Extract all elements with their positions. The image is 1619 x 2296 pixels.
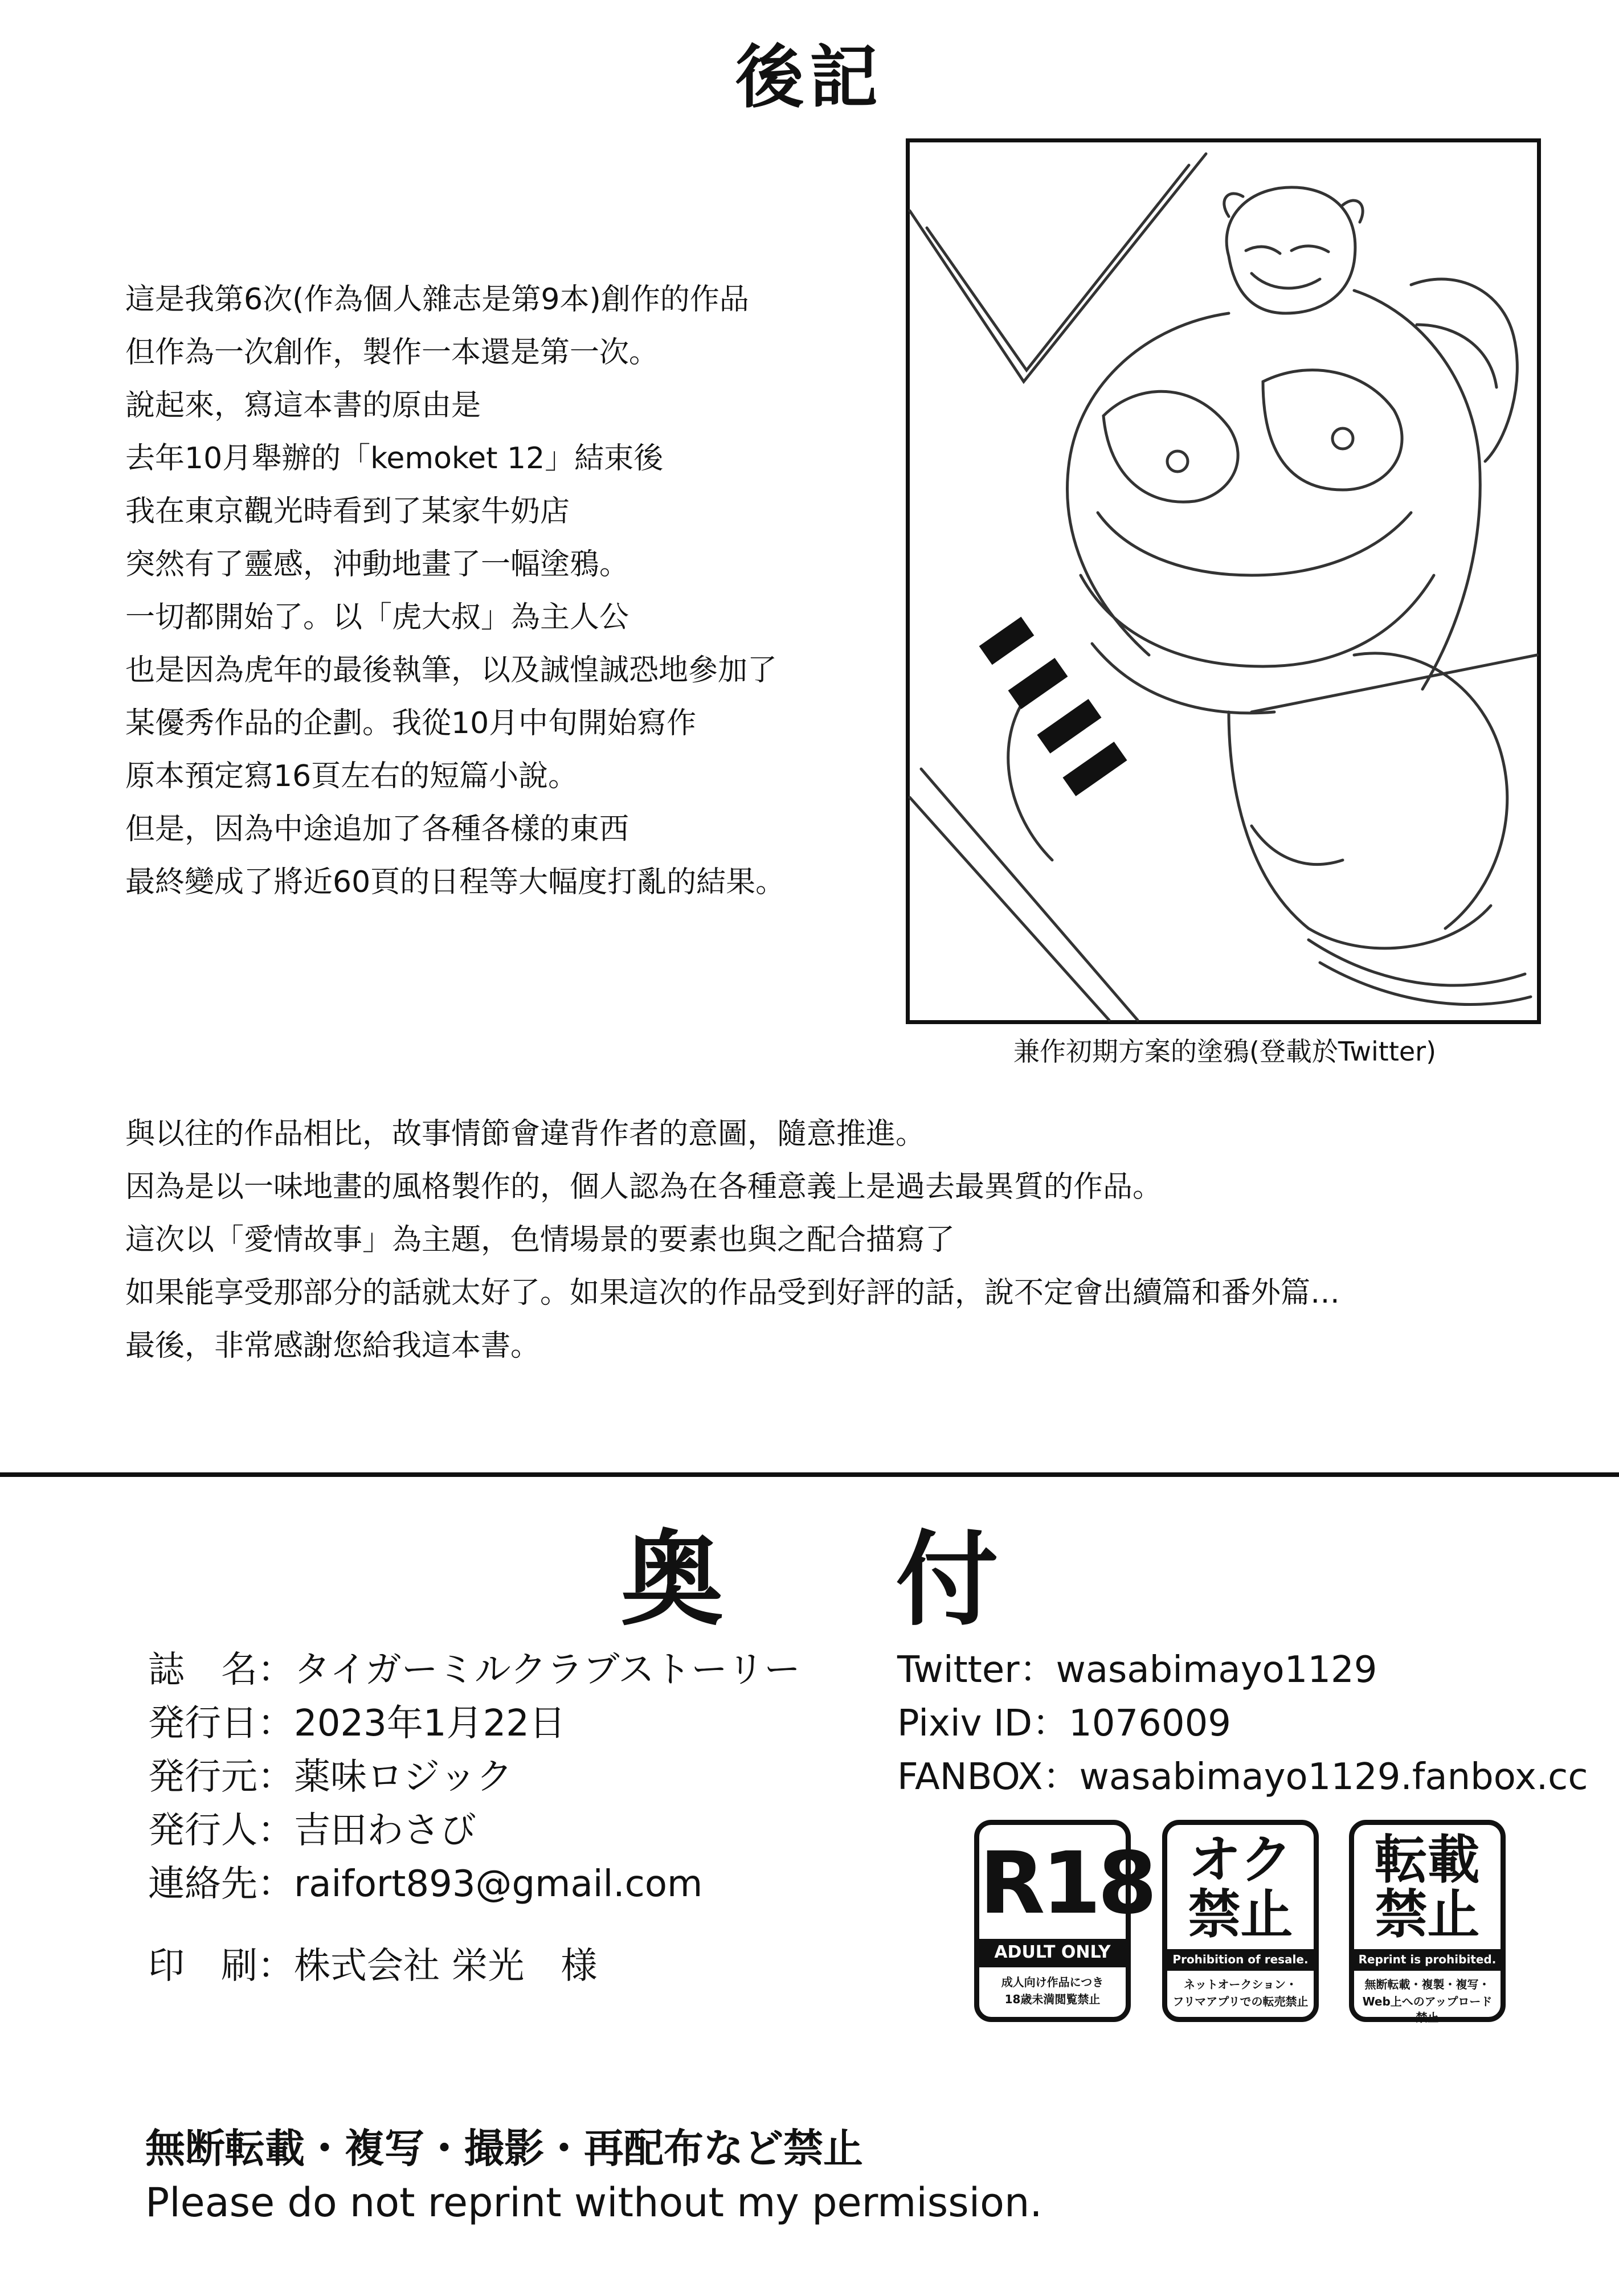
afterword-paragraph-1 — [125, 273, 923, 909]
colophon-printer-row: 印 刷：株式会社 栄光 様 — [148, 1945, 598, 1987]
text-line: 某優秀作品的企劃。我從10月中旬開始寫作 — [125, 706, 697, 740]
resale-note-2: フリマアプリでの転売禁止 — [1172, 1995, 1309, 2008]
no-resale-badge — [1162, 1820, 1319, 2022]
text-line: 與以往的作品相比，故事情節會違背作者的意圖，隨意推進。 — [125, 1117, 926, 1151]
notice-en: Please do not reprint without my permission. — [145, 2179, 1042, 2226]
reprint-note-1: 無断転載・複製・複写・ — [1364, 1978, 1490, 1991]
auction-label: オク — [1188, 1830, 1293, 1890]
text-line: 去年10月舉辦的「kemoket 12」結束後 — [125, 441, 664, 476]
text-line: 也是因為虎年的最後執筆，以及誠惶誠恐地參加了 — [125, 653, 778, 687]
resale-note-1: ネットオークション・ — [1184, 1978, 1297, 1991]
r18-badge — [974, 1820, 1154, 2022]
text-line: 最終變成了將近60頁的日程等大幅度打亂的結果。 — [125, 865, 786, 899]
text-line: 但是，因為中途追加了各種各樣的東西 — [125, 812, 629, 846]
text-line: 因為是以一味地畫的風格製作的，個人認為在各種意義上是過去最異質的作品。 — [125, 1170, 1163, 1204]
r18-note-2: 18歳未満閲覧禁止 — [1004, 1992, 1101, 2006]
colophon-title: 奥 付 — [620, 1521, 1067, 1640]
pixiv-row: Pixiv ID：1076009 — [897, 1702, 1232, 1745]
reprint-label: 転載 — [1375, 1830, 1480, 1890]
sketch-caption: 兼作初期方案的塗鴉(登載於Twitter) — [1013, 1036, 1437, 1067]
colophon-contact-row: 連絡先：raifort893@gmail.com — [148, 1863, 703, 1905]
no-reprint-badge — [1349, 1820, 1506, 2022]
text-line: 如果能享受那部分的話就太好了。如果這次的作品受到好評的話，說不定會出續篇和番外篇… — [125, 1276, 1340, 1310]
r18-note-1: 成人向け作品につき — [1001, 1975, 1104, 1989]
text-line: 這是我第6次(作為個人雜志是第9本)創作的作品 — [125, 283, 749, 317]
text-line: 一切都開始了。以「虎大叔」為主人公 — [125, 600, 629, 635]
text-line: 我在東京觀光時看到了某家牛奶店 — [125, 494, 570, 529]
prohibited-label: 禁止 — [1375, 1884, 1480, 1945]
tiger-sketch-illustration — [910, 142, 1537, 1020]
social-links — [897, 1643, 1588, 1804]
reprint-en-label: Reprint is prohibited. — [1358, 1953, 1497, 1966]
prohibited-label: 禁止 — [1188, 1884, 1293, 1945]
resale-en-label: Prohibition of resale. — [1172, 1953, 1309, 1966]
fanbox-row: FANBOX：wasabimayo1129.fanbox.cc — [897, 1756, 1588, 1798]
text-line: 最後，非常感謝您給我這本書。 — [125, 1329, 541, 1363]
colophon-author-row: 発行人：吉田わさび — [148, 1810, 476, 1852]
colophon-details — [148, 1643, 800, 1993]
afterword-paragraph-2 — [125, 1108, 1550, 1373]
colophon-date-row: 発行日：2023年1月22日 — [148, 1702, 566, 1745]
text-line: 說起來，寫這本書的原由是 — [125, 388, 481, 423]
sketch-illustration-frame — [906, 138, 1541, 1024]
colophon-publisher-row: 発行元：薬味ロジック — [148, 1756, 513, 1798]
copyright-notice — [145, 2122, 1042, 2230]
notice-jp: 無断転載・複写・撮影・再配布など禁止 — [145, 2125, 863, 2172]
reprint-note-2: Web上へのアップロード禁止 — [1362, 1995, 1493, 2024]
afterword-title: 後記 — [735, 38, 884, 117]
text-line: 原本預定寫16頁左右的短篇小說。 — [125, 759, 578, 793]
text-line: 但作為一次創作，製作一本還是第一次。 — [125, 335, 659, 370]
adult-only-label: ADULT ONLY — [994, 1942, 1111, 1962]
section-divider — [0, 1472, 1619, 1477]
text-line: 突然有了靈感，沖動地畫了一幅塗鴉。 — [125, 547, 629, 582]
text-line: 這次以「愛情故事」為主題，色情場景的要素也與之配合描寫了 — [125, 1223, 955, 1257]
r18-label: R18 — [979, 1834, 1154, 1933]
colophon-title-row: 誌 名：タイガーミルクラブストーリー — [148, 1649, 800, 1691]
twitter-row: Twitter：wasabimayo1129 — [897, 1649, 1377, 1691]
